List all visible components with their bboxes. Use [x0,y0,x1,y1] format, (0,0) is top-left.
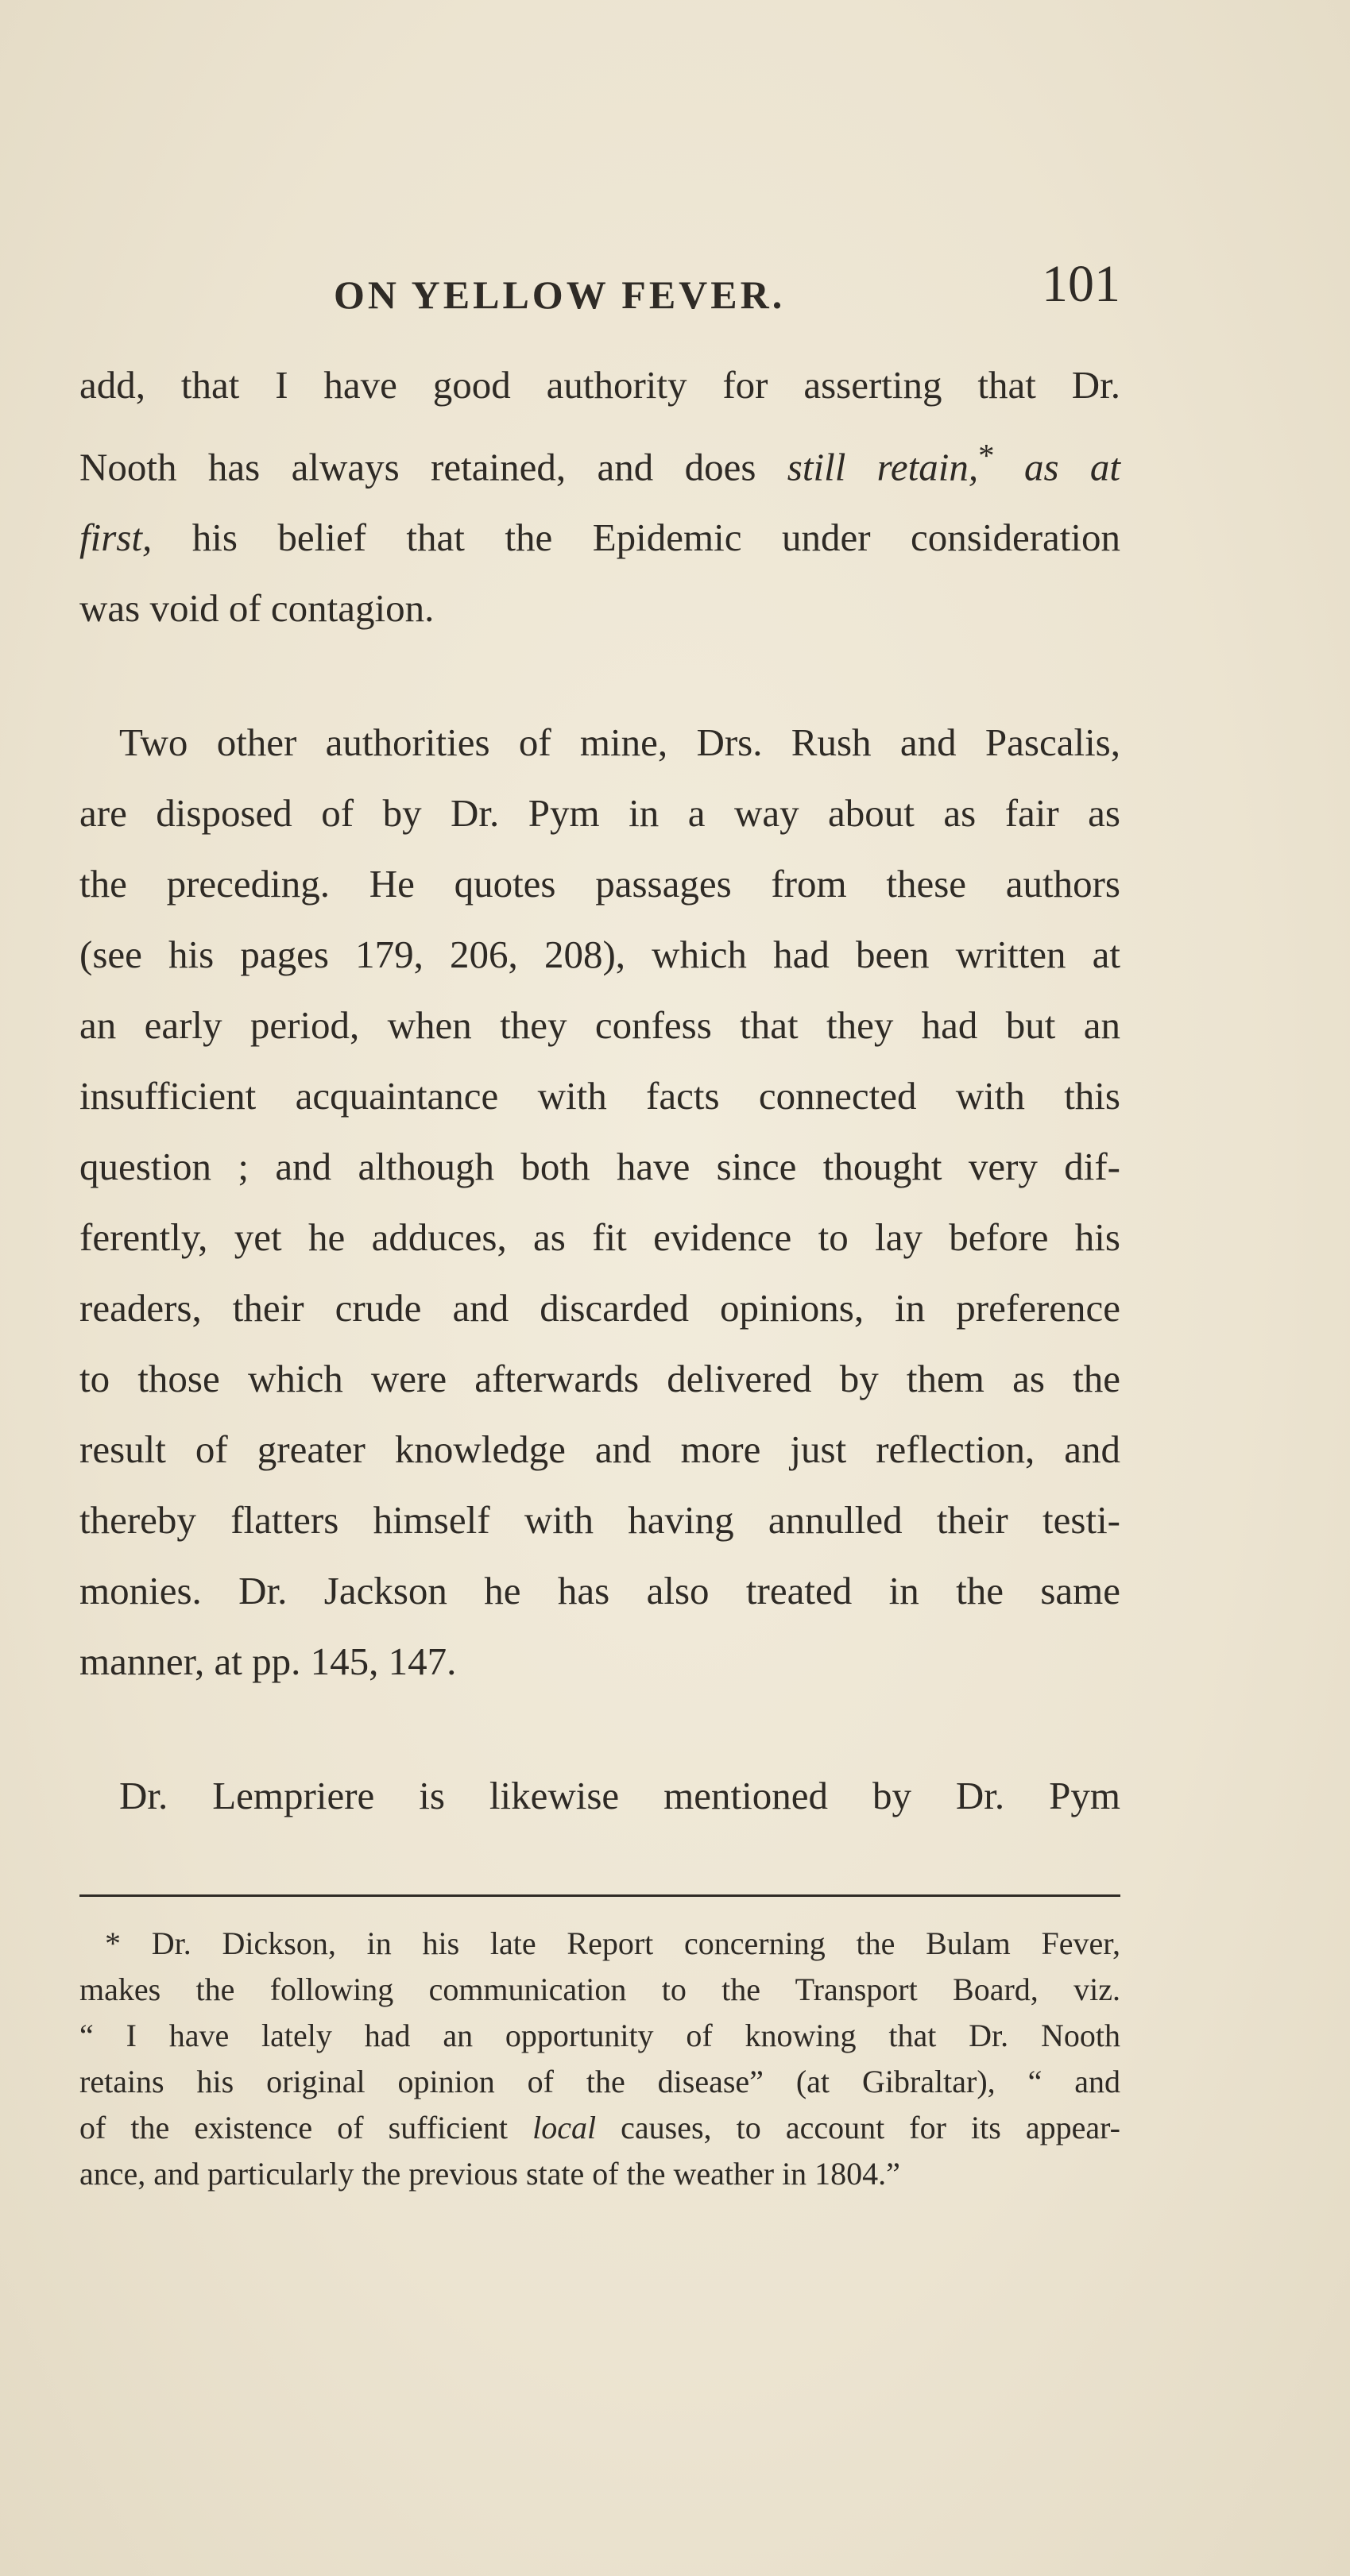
footnote-marker: * [978,438,1024,473]
footnote-line: * Dr. Dickson, in his late Report concerning the Bulam Fever, [105,1925,1120,1961]
italic-text: local [532,2110,597,2145]
footnote-line: makes the following communication to the Transport Board, viz. [79,1972,1120,2007]
text-line: result of greater knowledge and more just reflection, and [79,1427,1120,1472]
text-run: of the existence of sufficient [79,2110,533,2145]
page-number: 101 [1042,255,1120,313]
text-line: the preceding. He quotes passages from these authors [79,862,1120,906]
text-line: monies. Dr. Jackson he has also treated in the same [79,1569,1120,1613]
text-line: readers, their crude and discarded opinions, in preference [79,1286,1120,1330]
text-line: question ; and although both have since thought very dif- [79,1145,1120,1189]
text-line: are disposed of by Dr. Pym in a way about as fair as [79,791,1120,836]
footnote-line: “ I have lately had an opportunity of knowing that Dr. Nooth [79,2018,1120,2053]
text-line [79,502,1120,573]
text-line: thereby flatters himself with having annulled their testi- [79,1498,1120,1543]
text-line: insufficient acquaintance with facts connected with this [79,1074,1120,1118]
text-run: his belief that the Epidemic under consideration [152,516,1120,560]
footnote-line: ance, and particularly the previous state of the weather in 1804.” [79,2156,900,2192]
footnote-line: retains his original opinion of the disease” (at Gibraltar), “ and [79,2064,1120,2099]
text-run: causes, to account for its appear- [596,2110,1120,2145]
running-title: ON YELLOW FEVER. [334,272,786,317]
text-run: Nooth has always retained, and does [79,445,787,489]
text-line: add, that I have good authority for asserting that Dr. [79,363,1120,407]
footnote-line [79,2105,1120,2151]
text-line: manner, at pp. 145, 147. [79,1639,457,1684]
page-header [79,254,1120,326]
paragraph-lempriere [79,1760,1120,1831]
paragraph-nooth [79,350,1120,643]
text-line: (see his pages 179, 206, 208), which had been written at [79,933,1120,977]
italic-text: still retain, [787,445,979,489]
text-line: Dr. Lempriere is likewise mentioned by Dr. Pym [119,1774,1120,1818]
italic-text: as at [1023,445,1121,489]
main-text [79,350,1120,1831]
text-line: was void of contagion. [79,586,435,631]
text-line: an early period, when they confess that they had but an [79,1003,1120,1048]
text-line: Two other authorities of mine, Drs. Rush and Pascalis, [119,720,1120,765]
footnote-rule [79,1894,1120,1897]
italic-text: first, [79,516,153,560]
text-line: ferently, yet he adduces, as fit evidence to lay before his [79,1215,1120,1260]
text-line [79,420,1120,502]
text-line: to those which were afterwards delivered by them as the [79,1357,1120,1401]
paragraph-rush-pascalis [79,707,1120,1697]
footnote [79,1921,1120,2197]
